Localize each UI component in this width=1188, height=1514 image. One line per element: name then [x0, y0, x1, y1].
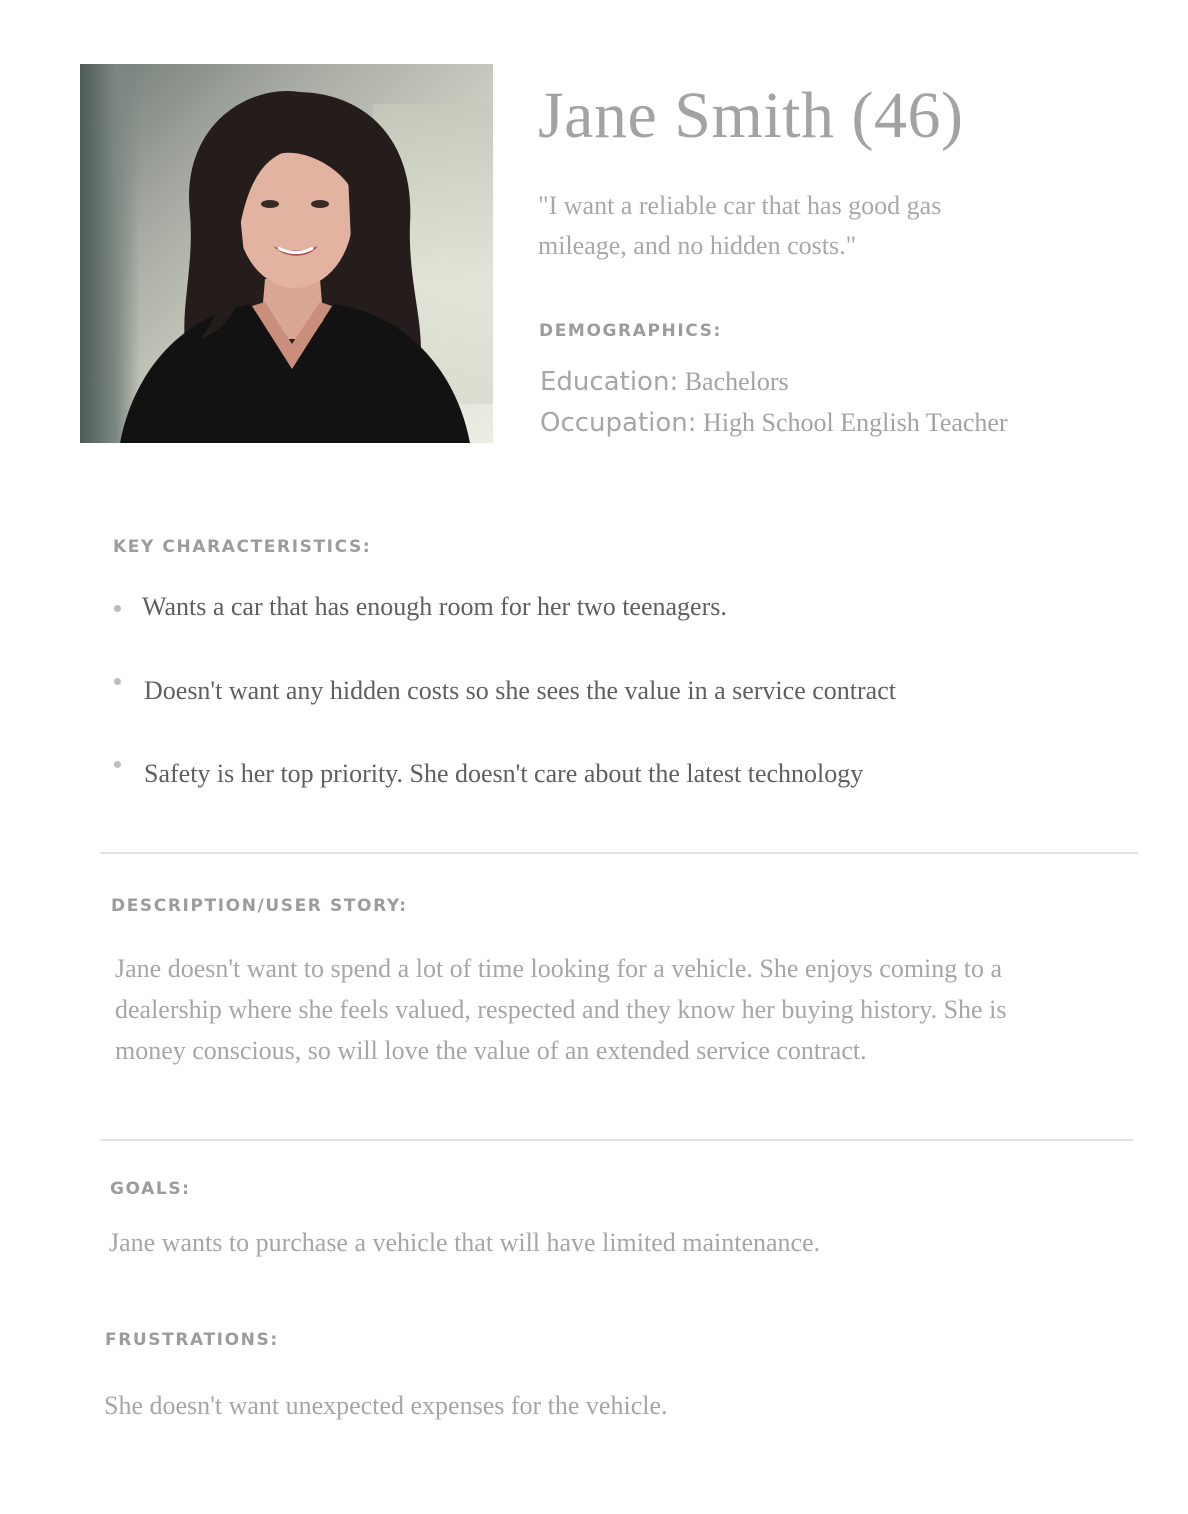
- frustrations-label: FRUSTRATIONS:: [105, 1330, 279, 1350]
- goals-text: Jane wants to purchase a vehicle that will have limited maintenance.: [109, 1228, 821, 1257]
- persona-quote: "I want a reliable car that has good gas mileage, and no hidden costs.": [538, 191, 942, 260]
- bullet-icon: [114, 605, 121, 612]
- education-line: [540, 367, 789, 397]
- education-value: Bachelors: [678, 367, 789, 396]
- occupation-value: High School English Teacher: [696, 408, 1008, 437]
- persona-name-age: Jane Smith (46): [538, 79, 964, 152]
- education-key: Education:: [540, 367, 679, 397]
- bullet-icon: [114, 761, 121, 768]
- characteristic-item: Doesn't want any hidden costs so she sees the value in a service contract: [144, 676, 896, 705]
- characteristic-item: Safety is her top priority. She doesn't care about the latest technology: [144, 759, 864, 788]
- section-divider: [100, 1139, 1133, 1141]
- characteristic-item: Wants a car that has enough room for her two teenagers.: [142, 592, 727, 621]
- persona-photo: [80, 64, 493, 443]
- portrait-illustration: [80, 64, 493, 443]
- occupation-key: Occupation:: [540, 408, 697, 438]
- goals-label: GOALS:: [110, 1179, 191, 1199]
- key-characteristics-label: KEY CHARACTERISTICS:: [113, 537, 372, 557]
- frustrations-text: She doesn't want unexpected expenses for the vehicle.: [104, 1391, 668, 1420]
- description-label: DESCRIPTION/USER STORY:: [111, 896, 408, 916]
- section-divider: [100, 852, 1138, 854]
- occupation-line: [540, 408, 1008, 438]
- bullet-icon: [114, 678, 121, 685]
- description-text: Jane doesn't want to spend a lot of time looking for a vehicle. She enjoys coming to a dealership where she feels valued, respected and they know her buying history. She is money conscious, so will love the value of an extended service contract.: [115, 954, 1007, 1065]
- demographics-label: DEMOGRAPHICS:: [539, 321, 722, 341]
